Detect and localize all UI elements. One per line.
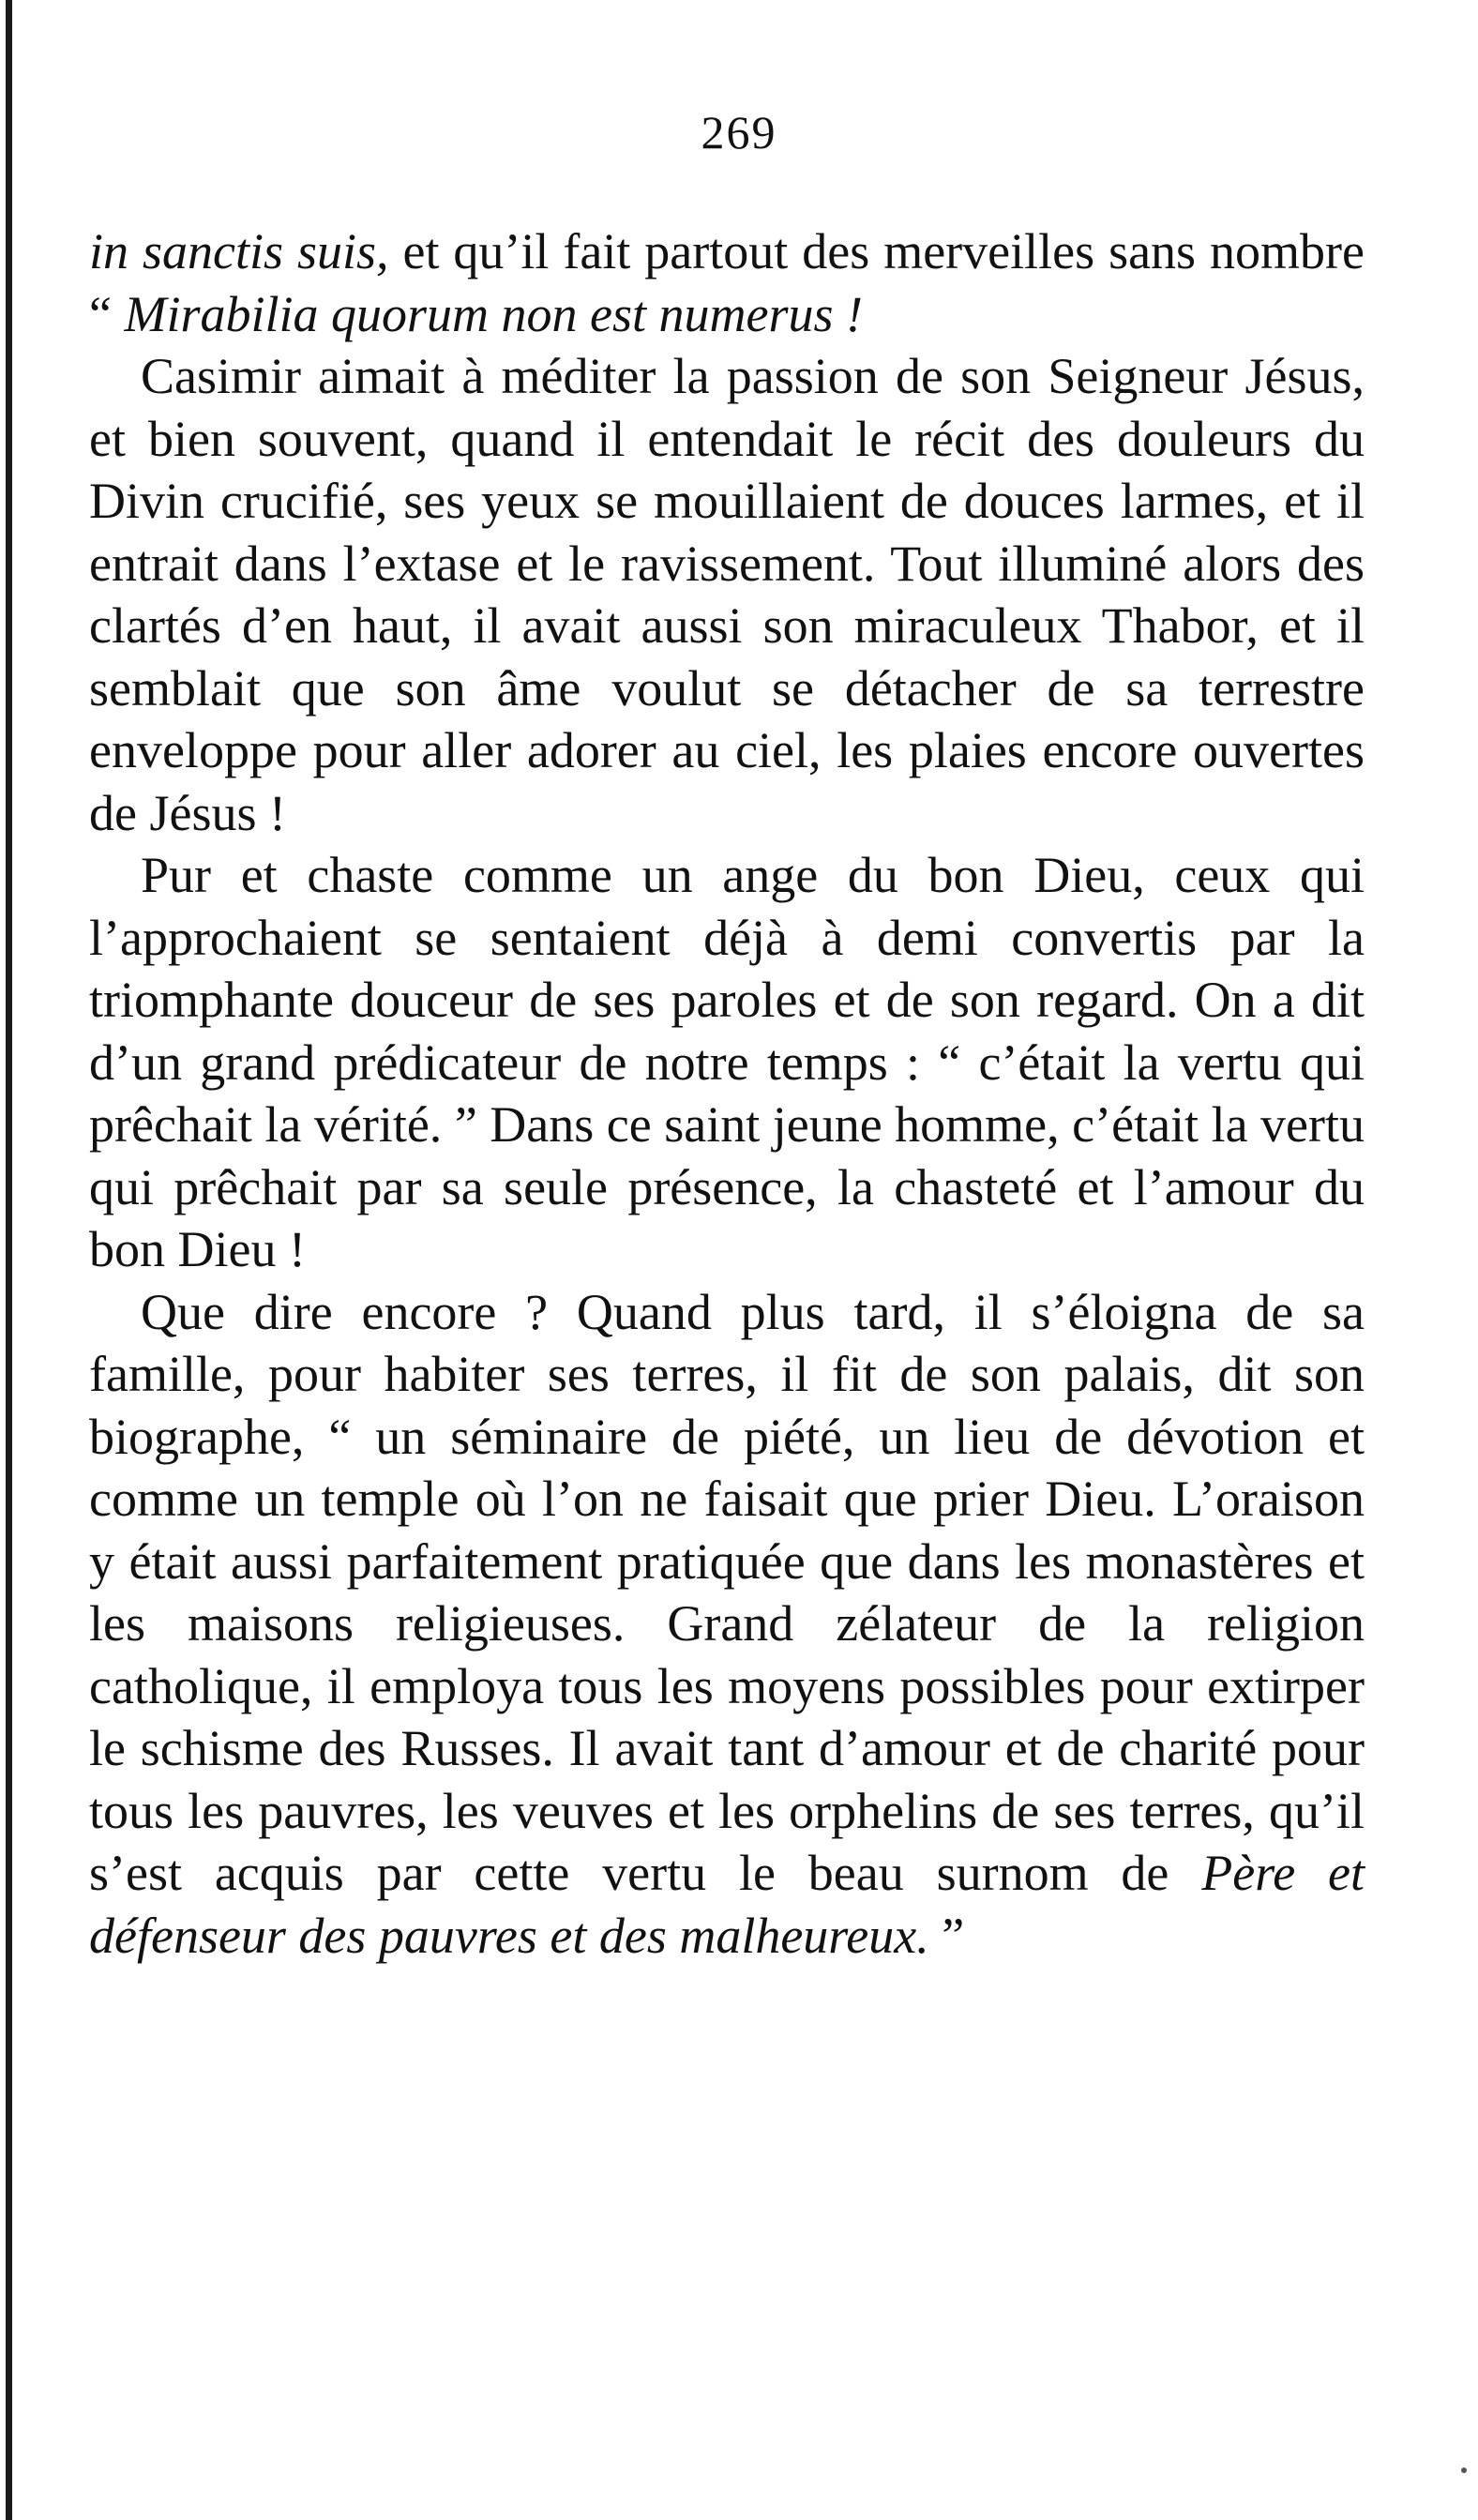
text-run: Que dire encore ? Quand plus tard, il s’éloigna de sa famille, pour habiter ses terres, il fit de son palais, dit son biographe, “ un séminaire de piété, un lieu de dévotion et comme un temple où l’on ne faisait que prier Dieu. L’oraison y était aussi parfaitement pratiquée que dans les monastères et les maisons religieuses. Grand zélateur de la religion catholique, il employa tous les moyens possibles pour extirper le schisme des Russes. Il avait tant d’amour et de charité pour tous les pauvres, les veuves et les orphelins de ses terres, qu’il s’est acquis par cette vertu le beau surnom de <box>89 1283 1365 1901</box>
page-number: 269 <box>701 106 777 158</box>
text-run: ” <box>928 1907 965 1964</box>
italic-quote: Père et défenseur des pauvres et des malheureux. <box>89 1845 1365 1964</box>
paragraph-2 <box>89 345 1365 844</box>
paragraph-1 <box>89 220 1365 345</box>
latin-phrase: in sanctis suis, <box>89 223 389 279</box>
latin-quote: Mirabilia quorum non est numerus ! <box>124 285 863 342</box>
scan-speck <box>1461 2467 1467 2473</box>
paragraph-4 <box>89 1281 1365 1968</box>
body-text <box>89 220 1365 1967</box>
paragraph-3 <box>89 844 1365 1281</box>
text-run: Pur et chaste comme un ange du bon Dieu, ceux qui l’approchaient se sentaient déjà à demi convertis par la triomphante douceur de ses paroles et de son regard. On a dit d’un grand prédicateur de notre temps : “ c’était la vertu qui prêchait la vérité. ” Dans ce saint jeune homme, c’était la vertu qui prêchait par sa seule présence, la chasteté et l’amour du bon Dieu ! <box>89 847 1365 1277</box>
text-run: et qu’il fait partout des merveilles sans nombre “ <box>89 223 1365 342</box>
text-run: Casimir aimait à méditer la passion de son Seigneur Jésus, et bien souvent, quand il entendait le récit des douleurs du Divin crucifié, ses yeux se mouillaient de douces larmes, et il entrait dans l’extase et le ravissement. Tout illuminé alors des clartés d’en haut, il avait aussi son miraculeux Thabor, et il semblait que son âme voulut se détacher de sa terrestre enveloppe pour aller adorer au ciel, les plaies encore ouvertes de Jésus ! <box>89 348 1365 841</box>
page-edge-shadow <box>6 0 12 2520</box>
